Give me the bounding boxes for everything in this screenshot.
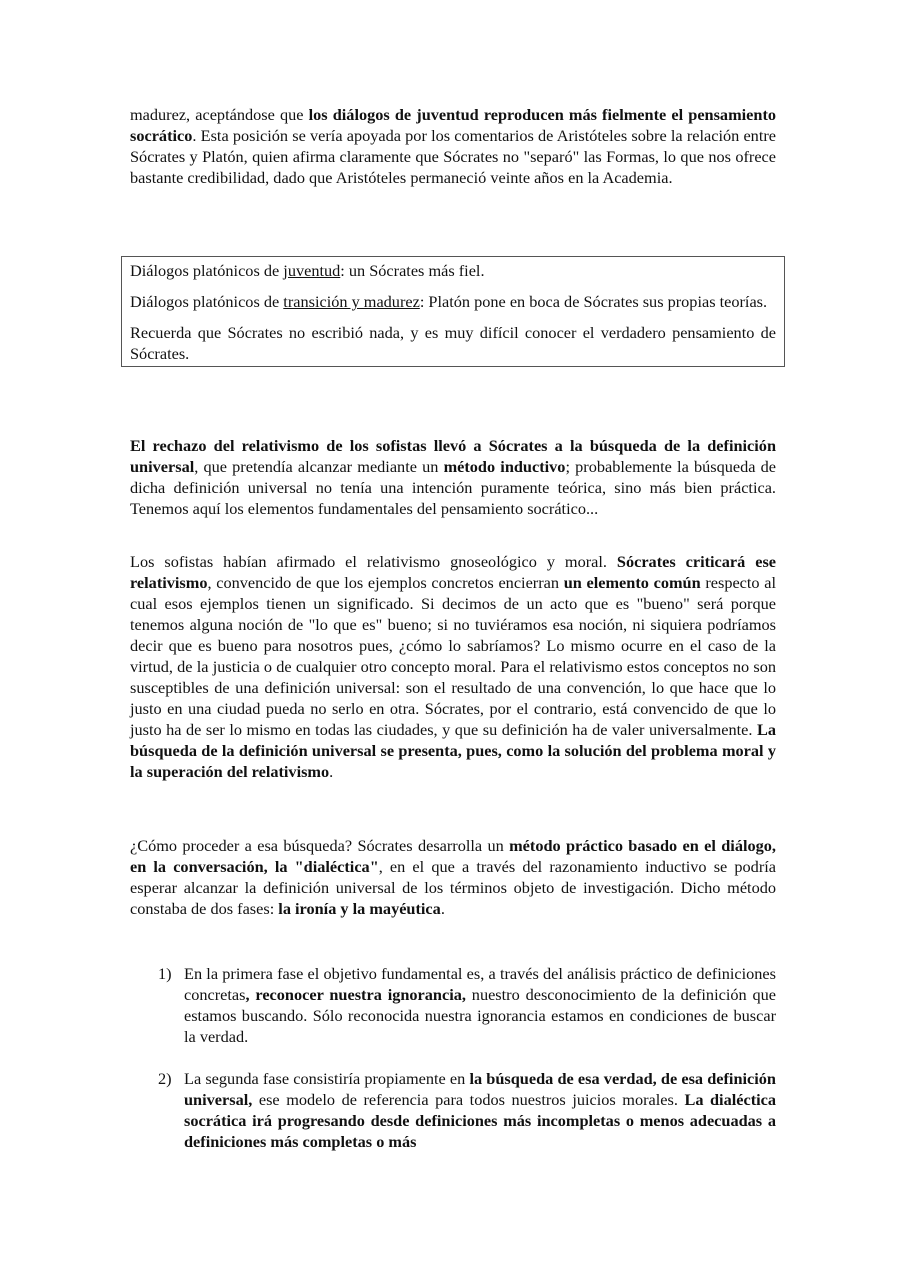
paragraph-rechazo [130,435,776,519]
bold-text: El rechazo del relativismo de los sofistas llevó a Sócrates a la búsqueda de la definición universal [130,436,776,476]
box-line-madurez [130,291,776,312]
text: respecto al cual esos ejemplos tienen un significado. Si decimos de un acto que es "bueno" será porque tenemos alguna noción de "lo que es" bueno; si no tuviéramos esa noción, ni siquiera podríamos decir que es bueno para nosotros pues, ¿cómo lo sabríamos? Lo mismo ocurre en el caso de la virtud, de la justicia o de cualquier otro concepto moral. Para el relativismo estos conceptos no son susceptibles de una definición universal: son el resultado de una convención, lo que hace que lo justo en una ciudad pueda no serlo en otra. Sócrates, por el contrario, está convencido de que lo justo ha de ser lo mismo en todas las ciudades, y que su definición ha de valer universalmente. [130,573,777,739]
bold-text: La dialéctica socrática irá progresando desde definiciones más incompletas o menos adecuadas a definiciones más completas o más [184,1090,777,1151]
text: , en el que a través del razonamiento inductivo se podría esperar alcanzar la definición universal de los términos objeto de investigación. Dicho método constaba de dos fases: [130,857,776,918]
underlined-text: transición y madurez [283,292,420,311]
text: , convencido de que los ejemplos concretos encierran [207,573,564,592]
text: Recuerda que Sócrates no escribió nada, y es muy difícil conocer el verdadero pensamiento de Sócrates. [130,323,776,363]
text: madurez, aceptándose que [130,105,309,124]
text: . Esta posición se vería apoyada por los comentarios de Aristóteles sobre la relación entre Sócrates y Platón, quien afirma claramente que Sócrates no "separó" las Formas, lo que nos ofrece bastante credibilidad, dado que Aristóteles permaneció veinte años en la Academia. [130,126,776,187]
summary-box [121,256,785,367]
text: En la primera fase el objetivo fundamental es, a través del análisis práctico de definiciones concretas [184,964,776,1004]
text: La segunda fase consistiría propiamente en [184,1069,470,1088]
bold-text: Sócrates criticará ese relativismo [130,552,777,592]
text: . [329,762,334,781]
box-line-juventud [130,260,776,281]
bold-text: , reconocer nuestra ignorancia, [245,985,466,1004]
text: Diálogos platónicos de [130,261,284,280]
bold-text: los diálogos de juventud reproducen más fielmente el pensamiento socrático [130,105,777,145]
text: nuestro desconocimiento de la definición que estamos buscando. Sólo reconocida nuestra ignorancia estamos en condiciones de buscar la verdad. [184,985,776,1046]
text: ese modelo de referencia para todos nuestros juicios morales. [252,1090,685,1109]
text: : un Sócrates más fiel. [340,261,485,280]
text: . [440,899,445,918]
text: Diálogos platónicos de [130,292,284,311]
text: Los sofistas habían afirmado el relativismo gnoseológico y moral. [130,552,617,571]
bold-text: la búsqueda de esa verdad, de esa definición universal, [184,1069,776,1109]
list-item [158,1068,776,1152]
paragraph-dialogos [130,104,776,188]
bold-text: método práctico basado en el diálogo, en la conversación, la "dialéctica" [130,836,776,876]
bold-text: un elemento común [563,573,701,592]
paragraph-metodo [130,835,776,919]
paragraph-sofistas [130,551,776,782]
list-item [158,963,776,1047]
text: ; probablemente la búsqueda de dicha definición universal no tenía una intención puramente teórica, sino más bien práctica. Tenemos aquí los elementos fundamentales del pensamiento socrático... [130,457,776,518]
bold-text: La búsqueda de la definición universal se presenta, pues, como la solución del problema moral y la superación del relativismo [130,720,776,781]
text: : Platón pone en boca de Sócrates sus propias teorías. [419,292,768,311]
underlined-text: juventud [283,261,341,280]
bold-text: la ironía y la mayéutica [278,899,441,918]
text: ¿Cómo proceder a esa búsqueda? Sócrates desarrolla un [130,836,510,855]
bold-text: método inductivo [443,457,566,476]
list-number: 1) [158,964,172,983]
list-number: 2) [158,1069,172,1088]
box-line-recuerda [130,322,776,364]
text: , que pretendía alcanzar mediante un [194,457,444,476]
